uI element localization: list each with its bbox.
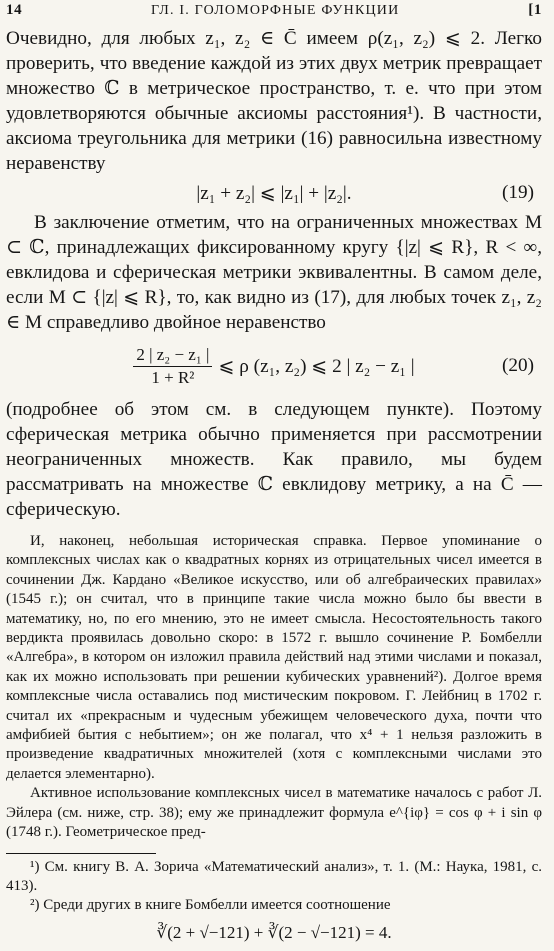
page-header bbox=[6, 2, 542, 26]
formula-20-rest: ⩽ ρ (z₁, z₂) ⩽ 2 | z₂ − z₁ | bbox=[218, 356, 415, 377]
paragraph-history: И, наконец, небольшая историческая справка. Первое упоминание о комплексных числах как о квадратных корнях из отрицательных чисел имеется в сочинении Дж. Кардано «Великое искусство, или об алгебраических правилах» (1545 г.); он считал, что в принципе такие числа можно было бы ввести в математику, но, по его мнению, это не имеет смысла. Несостоятельность такого вердикта проявилась довольно скоро: в 1572 г. вышло сочинение Р. Бомбелли «Алгебра», в котором он изложил правила действий над этими числами и показал, как их можно использовать при решении кубических уравнений²). Долгое время комплексные числа оставались под мистическим покровом. Г. Лейбниц в 1702 г. считал их «прекрасным и чудесным убежищем человеческого духа, почти что амфибией бытия с небытием»; он же полагал, что x⁴ + 1 нельзя разложить в произведение квадратичных множителей (хотя с комплексными числами это делается элементарно). bbox=[6, 533, 542, 782]
formula-19 bbox=[6, 176, 542, 210]
footnote-formula bbox=[6, 915, 542, 951]
paragraph-equivalence: В заключение отметим, что на ограниченных множествах M ⊂ ℂ, принадлежащих фиксированному кругу {|z| ⩽ R}, R < ∞, евклидова и сферическая метрики эквивалентны. В самом деле, если M ⊂ {|z| ⩽ R}, то, как видно из (17), для любых точек z₁, z₂ ∈ M справедливо двойное неравенство bbox=[6, 212, 542, 333]
section-mark: [1 bbox=[528, 2, 542, 18]
formula-20 bbox=[6, 335, 542, 397]
paragraph-metrics: Очевидно, для любых z₁, z₂ ∈ C̄ имеем ρ(z₁, z₂) ⩽ 2. Легко проверить, что введение каждой из этих двух метрик превращает множество ℂ в метрическое пространство, т. е. что при этом удовлетворяются обычные аксиомы расстояния¹). В частности, аксиома треугольника для метрики (16) равносильна известному неравенству bbox=[6, 28, 542, 174]
footnote-2: ²) Среди других в книге Бомбелли имеется соотношение bbox=[30, 896, 391, 913]
formula-20-denominator: 1 + R² bbox=[151, 367, 195, 387]
footnote-divider bbox=[6, 853, 156, 854]
paragraph-spherical: (подробнее об этом см. в следующем пункте). Поэтому сферическая метрика обычно применяется при рассмотрении неограниченных множеств. Как правило, мы будем рассматривать на множестве ℂ евклидову метрику, а на C̄ — сферическую. bbox=[6, 399, 542, 520]
page-number: 14 bbox=[6, 2, 23, 18]
formula-20-numerator: 2 | z₂ − z₁ | bbox=[133, 345, 212, 367]
paragraph-euler: Активное использование комплексных чисел в математике началось с работ Л. Эйлера (см. ниже, стр. 38); ему же принадлежит формула e^{iφ} = cos φ + i sin φ (1748 г.). Геометрическое пред- bbox=[6, 785, 542, 841]
running-title: ГЛ. I. ГОЛОМОРФНЫЕ ФУНКЦИИ bbox=[151, 3, 400, 18]
formula-19-number: (19) bbox=[502, 182, 534, 203]
formula-20-fraction bbox=[133, 345, 212, 388]
footnote-formula-expr: ∛(2 + √−121) + ∛(2 − √−121) = 4. bbox=[156, 922, 392, 942]
formula-19-expr: |z₁ + z₂| ⩽ |z₁| + |z₂|. bbox=[196, 183, 352, 204]
formula-20-number: (20) bbox=[502, 355, 534, 376]
footnote-1: ¹) См. книгу В. А. Зорича «Математический анализ», т. 1. (М.: Наука, 1981, с. 413). bbox=[6, 858, 542, 894]
